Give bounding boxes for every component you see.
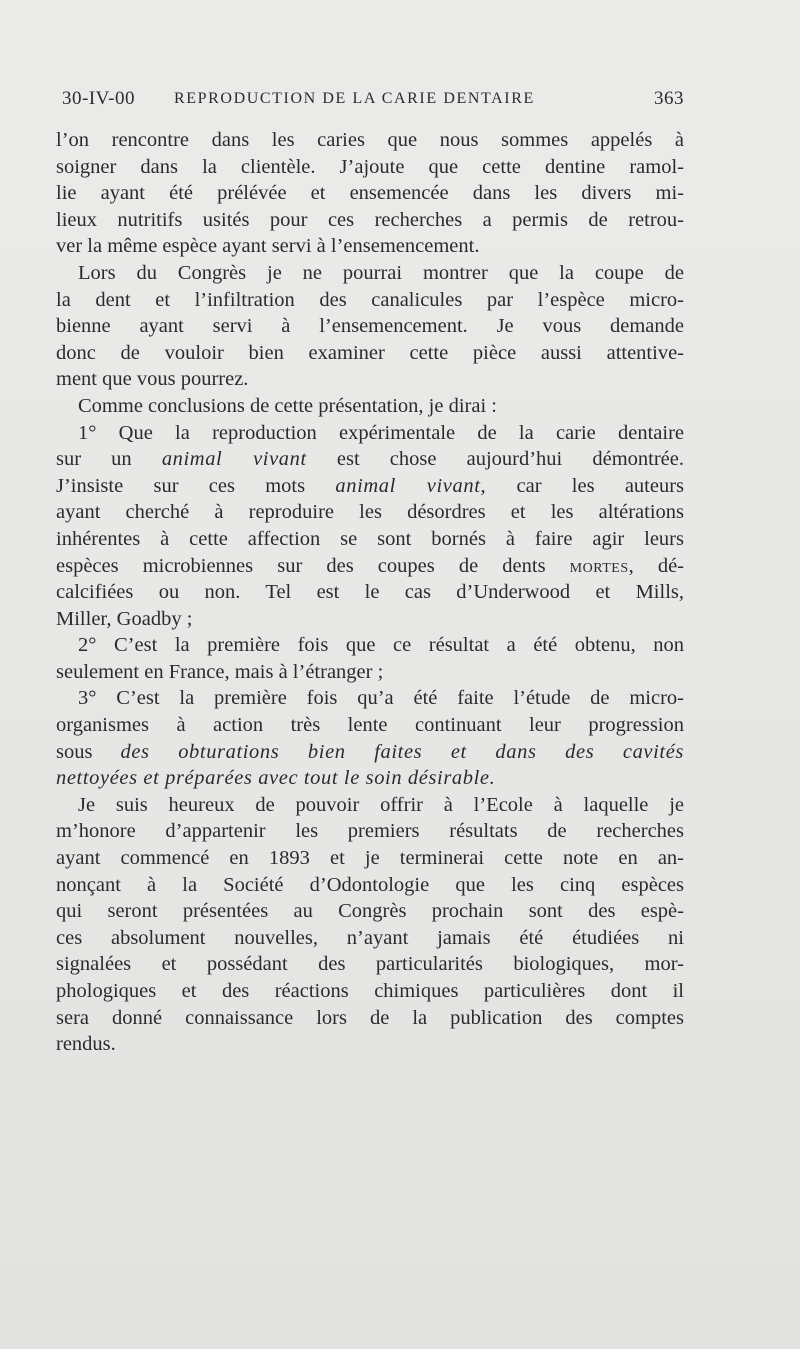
paragraph-3 bbox=[56, 393, 684, 420]
text-span: sous bbox=[56, 740, 93, 763]
paragraph-7 bbox=[56, 792, 684, 1058]
text-line: lieux nutritifs usités pour ces recherches a permis de retrou- bbox=[56, 208, 684, 231]
body-text bbox=[56, 127, 684, 1058]
text-line: Je suis heureux de pouvoir offrir à l’Ecole à laquelle je bbox=[78, 793, 684, 816]
text-line: Lors du Congrès je ne pourrai montrer que la coupe de bbox=[78, 261, 684, 284]
text-line: ver la même espèce ayant servi à l’ensemencement. bbox=[56, 235, 480, 258]
text-line: la dent et l’infiltration des canalicules par l’espèce micro- bbox=[56, 288, 684, 311]
text-line: 2° C’est la première fois que ce résultat a été obtenu, non bbox=[78, 634, 684, 657]
paragraph-4 bbox=[56, 420, 684, 633]
text-line: nonçant à la Société d’Odontologie que les cinq espèces bbox=[56, 873, 684, 896]
text-line: bienne ayant servi à l’ensemencement. Je vous demande bbox=[56, 315, 684, 338]
text-line: ces absolument nouvelles, n’ayant jamais été étudiées ni bbox=[56, 926, 684, 949]
text-line: Comme conclusions de cette présentation, je dirai : bbox=[78, 394, 497, 417]
text-line: 3° C’est la première fois qu’a été faite l’étude de micro- bbox=[78, 687, 684, 710]
text-line: phologiques et des réactions chimiques particulières dont il bbox=[56, 980, 684, 1002]
italic-text: animal vivant, bbox=[335, 474, 487, 497]
text-line: ayant commencé en 1893 et je terminerai cette note en an- bbox=[56, 847, 684, 870]
text-line: soigner dans la clientèle. J’ajoute que cette dentine ramol- bbox=[56, 155, 684, 178]
paragraph-2 bbox=[56, 260, 684, 393]
text-span: , dé- bbox=[628, 554, 685, 577]
paragraph-1 bbox=[56, 127, 684, 260]
text-span: espèces microbiennes sur des coupes de dents bbox=[56, 554, 546, 577]
text-line: 1° Que la reproduction expérimentale de la carie dentaire bbox=[78, 421, 684, 444]
text-line: qui seront présentées au Congrès prochain sont des espè- bbox=[56, 900, 684, 923]
text-line: sera donné connaissance lors de la publication des comptes bbox=[56, 1006, 684, 1029]
text-line: inhérentes à cette affection se sont bornés à faire agir leurs bbox=[56, 527, 684, 550]
text-line: calcifiées ou non. Tel est le cas d’Underwood et Mills, bbox=[56, 581, 684, 604]
text-span: est chose aujourd’hui démontrée. bbox=[336, 448, 685, 471]
text-line: seulement en France, mais à l’étranger ; bbox=[56, 660, 384, 683]
text-span: sur un bbox=[56, 448, 132, 471]
header-date: 30-IV-00 bbox=[62, 88, 135, 109]
text-line bbox=[56, 765, 684, 792]
text-line: l’on rencontre dans les caries que nous sommes appelés à bbox=[56, 129, 684, 151]
italic-text: des obturations bien faites et dans des cavités bbox=[120, 740, 684, 763]
text-line: m’honore d’appartenir les premiers résultats de recherches bbox=[56, 820, 684, 843]
header-title: REPRODUCTION DE LA CARIE DENTAIRE bbox=[174, 90, 535, 107]
text-line: Miller, Goadby ; bbox=[56, 607, 193, 630]
italic-text: animal vivant bbox=[161, 448, 307, 471]
text-line: donc de vouloir bien examiner cette pièce aussi attentive- bbox=[56, 341, 684, 364]
text-line bbox=[56, 473, 684, 500]
text-line: organismes à action très lente continuant leur progression bbox=[56, 714, 684, 737]
small-caps-text: mortes bbox=[569, 554, 629, 577]
page-number: 363 bbox=[654, 88, 684, 109]
text-span: J’insiste sur ces mots bbox=[56, 474, 306, 497]
paragraph-6 bbox=[56, 685, 684, 791]
running-header bbox=[62, 88, 684, 120]
text-line bbox=[56, 553, 684, 580]
text-span: car les auteurs bbox=[516, 474, 685, 497]
text-line: rendus. bbox=[56, 1033, 116, 1056]
text-line: signalées et possédant des particularités biologiques, mor- bbox=[56, 953, 684, 976]
text-line: ment que vous pourrez. bbox=[56, 368, 249, 391]
text-line: ayant cherché à reproduire les désordres et les altérations bbox=[56, 501, 684, 524]
text-line bbox=[56, 446, 684, 473]
paragraph-5 bbox=[56, 632, 684, 685]
italic-text: nettoyées et préparées avec tout le soin désirable. bbox=[56, 767, 496, 790]
text-line: lie ayant été prélévée et ensemencée dans les divers mi- bbox=[56, 182, 684, 205]
text-line bbox=[56, 739, 684, 766]
